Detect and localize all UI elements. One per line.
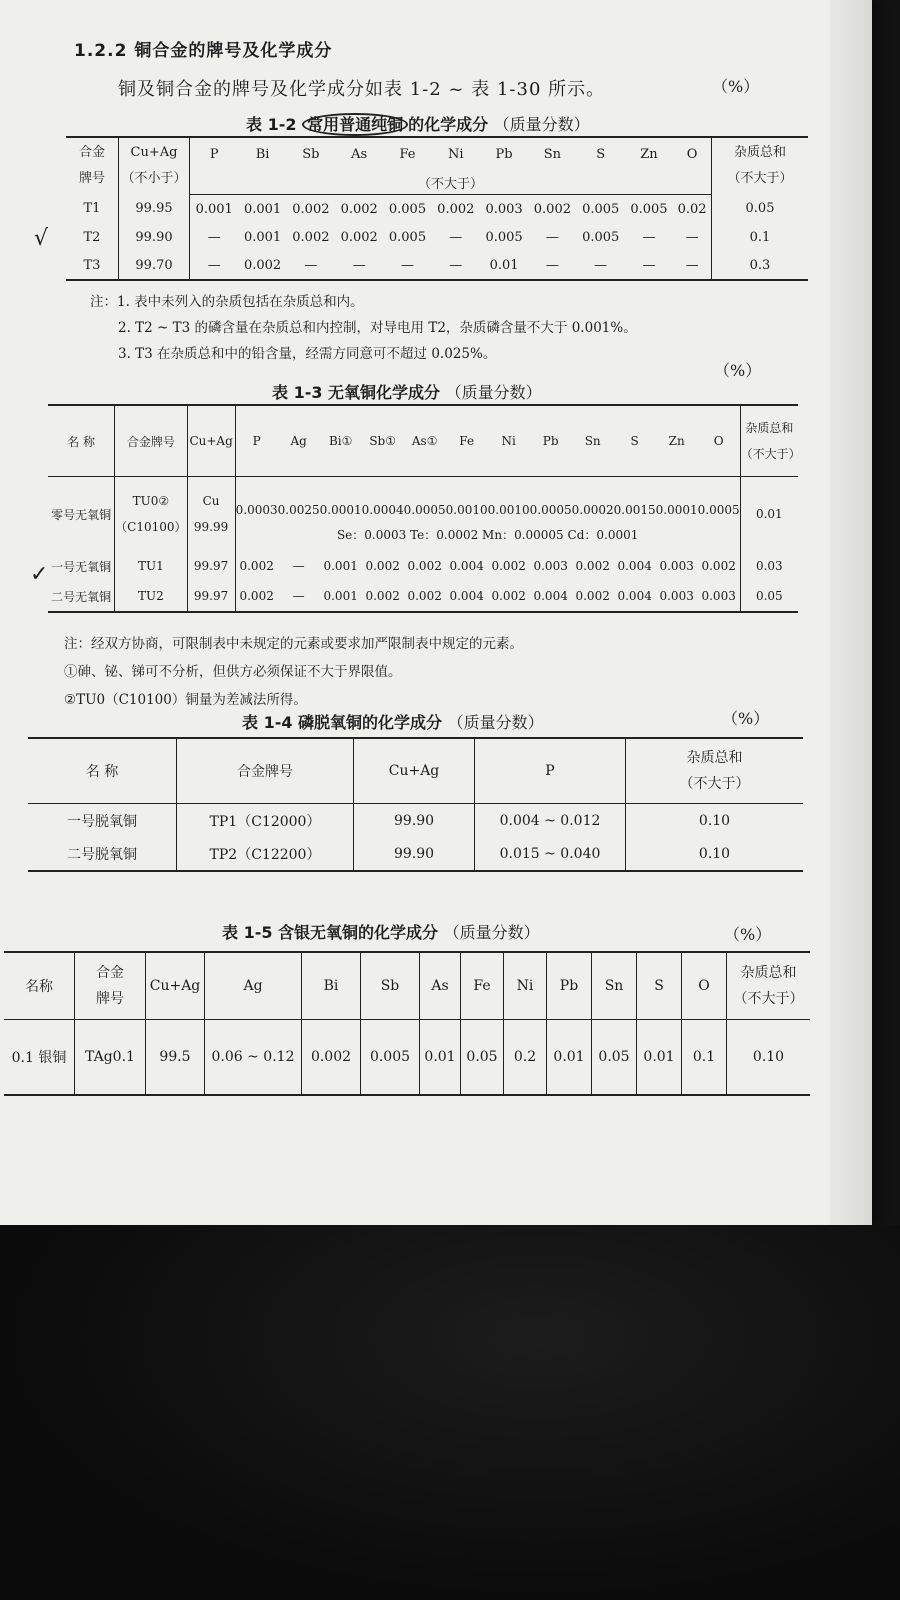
cell-name: 一号无氧铜 — [48, 551, 115, 581]
el-ni: Ni — [448, 146, 464, 162]
cell: 0.002 — [437, 201, 475, 217]
el-zn: Zn — [640, 146, 658, 162]
table-row — [48, 477, 798, 518]
cell-name: 零号无氧铜 — [48, 477, 115, 552]
cell: 0.002 — [491, 559, 526, 573]
cell: 0.001 — [323, 559, 358, 573]
cell: 0.01 — [420, 1020, 461, 1096]
cell: 0.002 — [533, 201, 571, 217]
cell: — — [449, 229, 463, 245]
cell: 0.10 — [698, 845, 731, 862]
el: As① — [404, 405, 446, 477]
cell: 0.004 — [449, 559, 484, 573]
cell: 0.003 — [533, 559, 568, 573]
header-row — [66, 137, 808, 170]
cell: 0.002 — [292, 201, 330, 217]
cell: 0.0025 — [277, 503, 320, 517]
unit-label-t13: （%） — [714, 361, 762, 380]
col-total: 杂质总和 （不大于） — [740, 405, 798, 477]
table-row — [4, 1020, 810, 1096]
col-s: S — [637, 952, 682, 1020]
cell: 0.001 — [243, 201, 282, 217]
el-pb: Pb — [495, 146, 513, 162]
cell-cuag: 99.97 — [187, 551, 235, 581]
table-1-4 — [28, 737, 803, 872]
cell: 0.2 — [504, 1020, 547, 1096]
table-row — [66, 195, 808, 224]
cell: 0.002 — [239, 589, 274, 603]
cell: 0.0005 — [698, 477, 741, 518]
cell: 0.0002 — [571, 503, 614, 517]
col-grade: 合金 牌号 — [75, 952, 146, 1020]
cell: 0.004 — [617, 589, 652, 603]
cell: 0.002 — [575, 589, 610, 603]
cell-cuag: 99.90 — [119, 223, 190, 251]
cell: 0.01 — [547, 1020, 592, 1096]
check-mark: √ — [34, 226, 49, 251]
cell: 0.005 — [630, 201, 668, 217]
cell: TP2（C12200） — [177, 837, 354, 871]
cell: 0.002 — [292, 229, 330, 245]
cell: — — [594, 257, 608, 273]
cell: — — [400, 257, 414, 273]
cell: 0.004 ~ 0.012 — [475, 804, 626, 838]
col-p: P — [475, 738, 626, 804]
cell-total: 0.05 — [712, 195, 809, 224]
cell: 一号脱氧铜 — [28, 804, 177, 838]
el: S — [614, 405, 656, 477]
cell: 0.002 — [491, 589, 526, 603]
table-row — [66, 223, 808, 251]
cell: — — [292, 559, 305, 573]
cell: — — [545, 257, 559, 273]
el: Fe — [446, 405, 488, 477]
cell: 0.001 — [195, 201, 233, 217]
cell: 0.1 银铜 — [4, 1020, 75, 1096]
cell-grade: T2 — [66, 223, 119, 251]
cell: 0.002 — [365, 559, 400, 573]
el: Ni — [488, 405, 530, 477]
col-total: 杂质总和 （不大于） — [626, 738, 804, 804]
col-grade: 合金牌号 — [115, 405, 187, 477]
cell: 0.0005 — [529, 503, 572, 517]
cell: — — [304, 257, 318, 273]
cell: 0.05 — [461, 1020, 504, 1096]
cell: 0.0004 — [361, 503, 404, 517]
el-as: As — [351, 146, 368, 162]
cell: — — [207, 257, 221, 273]
el: P — [235, 405, 278, 477]
cell: 0.10 — [752, 1049, 785, 1065]
cell-grade: TU2 — [115, 581, 187, 612]
cell: 0.0003 — [235, 503, 278, 517]
el-sn: Sn — [543, 146, 562, 162]
col-cuag: Cu+Ag — [146, 952, 205, 1020]
el-p: P — [209, 146, 219, 162]
col-total: 杂质总和 （不大于） — [712, 137, 809, 195]
cell: 0.002 — [365, 589, 400, 603]
caption-t14: 表 1-4 磷脱氧铜的化学成分 （质量分数） — [242, 713, 544, 732]
cell: 0.005 — [582, 229, 620, 245]
col-sn: Sn — [592, 952, 637, 1020]
header-row — [4, 952, 810, 1020]
cell-total: 0.01 — [755, 507, 783, 521]
cell: 0.002 — [698, 551, 741, 581]
cell: 0.10 — [698, 812, 731, 829]
cell: — — [352, 257, 366, 273]
section-heading: 1.2.2 铜合金的牌号及化学成分 — [74, 41, 333, 61]
el: Pb — [530, 405, 572, 477]
table-1-5 — [4, 951, 810, 1096]
cell: 0.0015 — [613, 503, 656, 517]
el: O — [698, 405, 741, 477]
col-cuag: Cu+Ag — [187, 405, 235, 477]
unit-label-t12: （%） — [712, 77, 760, 96]
cell-grade: T1 — [66, 195, 119, 224]
table-row — [66, 251, 808, 280]
cell: 0.01 — [637, 1020, 682, 1096]
cell: 0.002 — [340, 201, 378, 217]
note-t13-2: ①砷、铋、锑可不分析，但供方必须保证不大于界限值。 — [64, 664, 402, 680]
cell-grade: T3 — [66, 251, 119, 280]
cell: 0.0010 — [487, 503, 530, 517]
cell: 0.01 — [489, 257, 519, 273]
table-1-2 — [66, 136, 808, 281]
cell-cuag: 99.70 — [119, 251, 190, 280]
cell: 二号脱氧铜 — [28, 837, 177, 871]
cell: TAg0.1 — [75, 1020, 146, 1096]
cell: 0.0001 — [319, 503, 362, 517]
note-t12-2: 2. T2 ~ T3 的磷含量在杂质总和内控制，对导电用 T2，杂质磷含量不大于 0.001%。 — [118, 320, 637, 336]
cell: 0.002 — [407, 589, 442, 603]
col-name: 名 称 — [28, 738, 177, 804]
cell: 99.90 — [354, 837, 475, 871]
cell: 0.002 — [302, 1020, 361, 1096]
cell-extra: Se：0.0003 Te：0.0002 Mn：0.00005 Cd：0.0001 — [235, 517, 740, 551]
cell-cuag: 99.97 — [187, 581, 235, 612]
cell: — — [207, 229, 221, 245]
col-total: 杂质总和 （不大于） — [727, 952, 811, 1020]
caption-t15: 表 1-5 含银无氧铜的化学成分 （质量分数） — [222, 923, 540, 942]
cell: 0.003 — [659, 559, 694, 573]
cell: 0.02 — [677, 201, 707, 217]
table-row — [28, 804, 803, 838]
intro-text: 铜及铜合金的牌号及化学成分如表 1-2 ~ 表 1-30 所示。 — [118, 79, 606, 100]
note-t12-3: 3. T3 在杂质总和中的铅含量，经需方同意可不超过 0.025%。 — [118, 346, 497, 362]
cell: 0.005 — [388, 201, 427, 217]
caption-t13: 表 1-3 无氧铜化学成分 （质量分数） — [272, 383, 542, 402]
col-grade: 合金 牌号 — [66, 137, 119, 195]
col-ag: Ag — [205, 952, 302, 1020]
cell: 0.005 — [582, 201, 620, 217]
table-1-3 — [48, 404, 801, 613]
el: Zn — [656, 405, 698, 477]
highlight-circle: 常用普通纯铜 — [302, 113, 408, 136]
cell: 0.002 — [575, 559, 610, 573]
el: Ag — [278, 405, 320, 477]
cell: 0.0010 — [445, 503, 488, 517]
el: Sb① — [362, 405, 404, 477]
table-row — [28, 837, 803, 871]
cell: 0.004 — [533, 589, 568, 603]
col-cuag: Cu+Ag （不小于） — [119, 137, 190, 195]
el-o: O — [686, 146, 698, 162]
note-t13-3: ②TU0（C10100）铜量为差减法所得。 — [64, 692, 307, 708]
not-greater-label: （不大于） — [190, 170, 712, 195]
header-row — [28, 738, 803, 804]
col-ni: Ni — [504, 952, 547, 1020]
cell: TP1（C12000） — [177, 804, 354, 838]
cell-grade: TU0② （C10100） — [115, 477, 187, 552]
cell: 0.004 — [617, 559, 652, 573]
cell: 0.002 — [407, 559, 442, 573]
col-name: 名 称 — [48, 405, 115, 477]
dark-background — [0, 1225, 900, 1600]
cell: 0.0001 — [655, 503, 698, 517]
el-sb: Sb — [302, 146, 320, 162]
cell: 0.001 — [243, 229, 282, 245]
cell: 0.015 ~ 0.040 — [475, 837, 626, 871]
cell: 0.004 — [449, 589, 484, 603]
cell: — — [685, 257, 699, 273]
cell: 0.005 — [485, 229, 523, 245]
cell-total: 0.03 — [755, 559, 783, 573]
cell: 0.002 — [239, 559, 274, 573]
cell-grade: TU1 — [115, 551, 187, 581]
col-pb: Pb — [547, 952, 592, 1020]
table-row — [48, 551, 798, 581]
col-as: As — [420, 952, 461, 1020]
cell: 0.05 — [592, 1020, 637, 1096]
cell: — — [449, 257, 463, 273]
cell: — — [292, 589, 305, 603]
cell: — — [642, 257, 656, 273]
el-fe: Fe — [399, 146, 416, 162]
col-o: O — [682, 952, 727, 1020]
cell: — — [642, 229, 656, 245]
header-row — [48, 405, 798, 477]
col-name: 名称 — [4, 952, 75, 1020]
cell: 99.90 — [354, 804, 475, 838]
el-s: S — [596, 146, 606, 162]
cell: 0.005 — [361, 1020, 420, 1096]
cell: — — [685, 229, 699, 245]
cell: 0.005 — [388, 229, 427, 245]
cell: — — [545, 229, 559, 245]
cell: 0.0005 — [403, 503, 446, 517]
page-edge — [830, 0, 872, 1225]
col-bi: Bi — [302, 952, 361, 1020]
cell-total: 0.3 — [712, 251, 809, 280]
col-fe: Fe — [461, 952, 504, 1020]
table-row — [48, 581, 798, 612]
cell-name: 二号无氧铜 — [48, 581, 115, 612]
note-t12-1: 注：1. 表中未列入的杂质包括在杂质总和内。 — [90, 294, 364, 310]
check-mark: ✓ — [30, 562, 49, 587]
caption-t12: 表 1-2 常用普通纯铜 的化学成分 （质量分数） — [246, 115, 590, 134]
cell: 0.06 ~ 0.12 — [205, 1020, 302, 1096]
cell: 0.001 — [323, 589, 358, 603]
col-grade: 合金牌号 — [177, 738, 354, 804]
cell: 0.003 — [659, 589, 694, 603]
cell: 99.5 — [146, 1020, 205, 1096]
unit-label-t14: （%） — [722, 709, 770, 728]
el: Bi① — [320, 405, 362, 477]
el-bi: Bi — [255, 146, 270, 162]
cell: 0.003 — [485, 201, 523, 217]
cell-total: 0.05 — [755, 589, 783, 603]
col-cuag: Cu+Ag — [354, 738, 475, 804]
cell-cuag: 99.95 — [119, 195, 190, 224]
unit-label-t15: （%） — [724, 925, 772, 944]
cell-cuag: Cu 99.99 — [187, 477, 235, 552]
el: Sn — [572, 405, 614, 477]
cell: 0.002 — [340, 229, 378, 245]
note-t13-1: 注：经双方协商，可限制表中未规定的元素或要求加严限制表中规定的元素。 — [64, 636, 523, 652]
cell: 0.002 — [243, 257, 282, 273]
cell-total: 0.1 — [712, 223, 809, 251]
col-sb: Sb — [361, 952, 420, 1020]
cell: 0.1 — [682, 1020, 727, 1096]
cell: 0.003 — [698, 581, 741, 612]
